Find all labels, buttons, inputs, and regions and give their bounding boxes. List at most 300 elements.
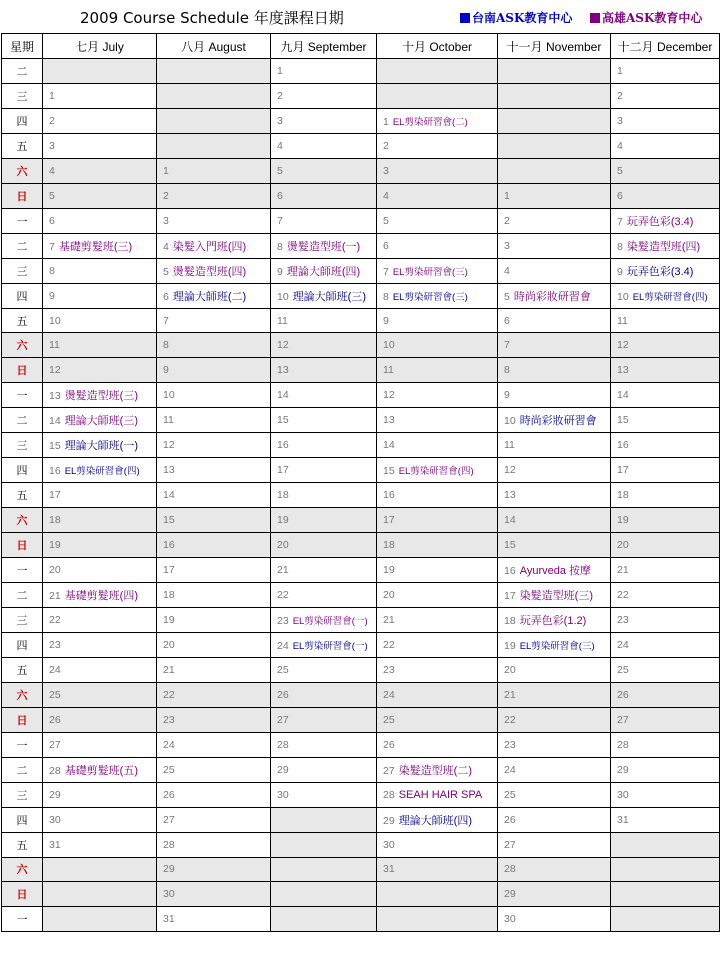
day-cell-september: [271, 308, 377, 333]
day-number: 27: [617, 713, 629, 726]
day-cell-december: [611, 358, 720, 383]
weekday-cell: 六: [2, 682, 43, 707]
day-number: 12: [163, 439, 175, 452]
course-event: EL剪染研習會(三): [519, 640, 595, 652]
day-cell-september: [271, 59, 377, 84]
day-number: 1: [163, 164, 169, 177]
day-cell-august: [157, 383, 271, 408]
day-number: 30: [617, 788, 629, 801]
day-cell-december: [611, 782, 720, 807]
day-cell-july: [43, 383, 157, 408]
day-cell-october: [377, 807, 498, 832]
day-cell-december: [611, 607, 720, 632]
day-cell-july: [43, 707, 157, 732]
day-number: 18: [617, 489, 629, 502]
day-cell-august: [157, 832, 271, 857]
course-event: 燙髮造型班(四): [172, 265, 247, 278]
day-cell-october: [377, 533, 498, 558]
day-number: 29: [49, 788, 61, 801]
day-number: 16: [277, 439, 289, 452]
day-cell-september: [271, 907, 377, 932]
day-cell-december: [611, 732, 720, 757]
day-number: 2: [163, 189, 169, 202]
day-number: 17: [617, 464, 629, 477]
day-number: 31: [49, 838, 61, 851]
day-number: 9: [163, 364, 169, 377]
day-cell-november: [498, 682, 611, 707]
day-cell-november: [498, 508, 611, 533]
course-event: 理論大師班(三): [64, 415, 139, 428]
table-row: [2, 158, 720, 183]
day-number: 8: [504, 364, 510, 377]
day-cell-december: [611, 657, 720, 682]
day-cell-november: [498, 283, 611, 308]
table-row: [2, 483, 720, 508]
day-number: 12: [383, 389, 395, 402]
day-number: 20: [504, 663, 516, 676]
day-number: 10: [163, 389, 175, 402]
table-row: [2, 807, 720, 832]
day-cell-november: [498, 632, 611, 657]
day-cell-september: [271, 508, 377, 533]
header-row: [2, 34, 720, 59]
weekday-cell: 一: [2, 383, 43, 408]
day-number: 2: [49, 114, 55, 127]
day-number: 26: [277, 688, 289, 701]
legend-kaohsiung: [590, 9, 702, 26]
day-cell-december: [611, 583, 720, 608]
weekday-cell: 二: [2, 233, 43, 258]
day-cell-november: [498, 358, 611, 383]
course-event: 基礎剪髮班(五): [64, 764, 139, 777]
day-cell-october: [377, 832, 498, 857]
day-cell-december: [611, 433, 720, 458]
day-cell-november: [498, 807, 611, 832]
day-number: 20: [617, 539, 629, 552]
day-number: 12: [49, 364, 61, 377]
day-number: 20: [163, 638, 175, 651]
day-cell-august: [157, 483, 271, 508]
day-cell-december: [611, 707, 720, 732]
day-cell-october: [377, 682, 498, 707]
day-cell-november: [498, 782, 611, 807]
day-cell-november: [498, 208, 611, 233]
day-cell-july: [43, 358, 157, 383]
day-cell-october: [377, 308, 498, 333]
day-number: 11: [617, 314, 628, 327]
day-cell-july: [43, 283, 157, 308]
day-number: 1: [383, 115, 389, 128]
day-number: 24: [504, 763, 516, 776]
weekday-cell: 一: [2, 208, 43, 233]
day-number: 11: [163, 414, 174, 427]
day-cell-october: [377, 233, 498, 258]
day-number: 19: [504, 639, 516, 652]
day-cell-december: [611, 408, 720, 433]
day-cell-august: [157, 857, 271, 882]
day-number: 29: [383, 814, 395, 827]
day-number: 7: [277, 214, 283, 227]
day-cell-july: [43, 208, 157, 233]
day-number: 17: [504, 589, 516, 602]
day-number: 15: [49, 440, 61, 453]
day-number: 21: [277, 564, 289, 577]
day-number: 5: [277, 164, 283, 177]
day-cell-september: [271, 283, 377, 308]
table-row: [2, 757, 720, 782]
day-cell-july: [43, 657, 157, 682]
day-cell-september: [271, 333, 377, 358]
day-number: 13: [49, 390, 61, 403]
day-cell-november: [498, 607, 611, 632]
table-row: [2, 133, 720, 158]
day-cell-september: [271, 682, 377, 707]
day-number: 27: [163, 813, 175, 826]
day-cell-september: [271, 558, 377, 583]
day-number: 22: [383, 638, 395, 651]
day-cell-november: [498, 383, 611, 408]
day-number: 15: [163, 514, 175, 527]
day-number: 17: [383, 514, 395, 527]
day-number: 23: [617, 613, 629, 626]
day-cell-july: [43, 757, 157, 782]
day-number: 28: [49, 764, 61, 777]
day-cell-december: [611, 907, 720, 932]
day-number: 24: [49, 663, 61, 676]
day-number: 22: [504, 713, 516, 726]
day-number: 20: [277, 539, 289, 552]
day-number: 1: [49, 89, 55, 102]
day-number: 25: [383, 713, 395, 726]
day-cell-august: [157, 508, 271, 533]
day-cell-august: [157, 83, 271, 108]
table-row: [2, 208, 720, 233]
course-event: EL剪染研習會(四): [398, 466, 474, 478]
day-cell-november: [498, 533, 611, 558]
day-number: 21: [163, 663, 175, 676]
weekday-cell: 四: [2, 632, 43, 657]
day-number: 5: [504, 290, 510, 303]
day-cell-july: [43, 857, 157, 882]
course-event: EL剪染研習會(三): [392, 266, 468, 278]
weekday-cell: 一: [2, 732, 43, 757]
day-number: 15: [277, 414, 289, 427]
table-row: [2, 583, 720, 608]
table-row: [2, 607, 720, 632]
day-cell-july: [43, 233, 157, 258]
weekday-cell: 日: [2, 358, 43, 383]
legend-kaohsiung-label: 高雄ASK教育中心: [602, 11, 703, 25]
day-cell-november: [498, 907, 611, 932]
course-event: 玩弄色彩(1.2): [519, 614, 587, 627]
day-number: 10: [383, 339, 395, 352]
day-number: 29: [163, 863, 175, 876]
day-cell-august: [157, 59, 271, 84]
day-cell-december: [611, 533, 720, 558]
day-number: 15: [504, 539, 516, 552]
day-cell-december: [611, 308, 720, 333]
day-number: 27: [383, 764, 395, 777]
day-number: 1: [277, 64, 283, 77]
day-cell-december: [611, 757, 720, 782]
day-number: 15: [617, 414, 629, 427]
day-cell-august: [157, 308, 271, 333]
day-number: 11: [49, 339, 60, 352]
day-number: 25: [617, 663, 629, 676]
day-number: 6: [49, 214, 55, 227]
day-cell-november: [498, 333, 611, 358]
day-number: 6: [504, 314, 510, 327]
table-row: [2, 632, 720, 657]
day-number: 31: [383, 863, 395, 876]
course-event: 染髮造型班(四): [626, 240, 701, 253]
day-number: 1: [504, 189, 510, 202]
day-cell-october: [377, 59, 498, 84]
course-event: EL剪染研習會(一): [292, 640, 368, 652]
day-number: 22: [163, 688, 175, 701]
day-cell-august: [157, 358, 271, 383]
day-number: 12: [617, 339, 629, 352]
day-cell-december: [611, 383, 720, 408]
day-cell-july: [43, 433, 157, 458]
day-cell-august: [157, 707, 271, 732]
day-number: 24: [277, 639, 289, 652]
day-number: 11: [504, 439, 515, 452]
day-cell-november: [498, 183, 611, 208]
day-cell-august: [157, 682, 271, 707]
day-cell-december: [611, 158, 720, 183]
course-event: EL剪染研習會(一): [292, 615, 368, 627]
day-cell-july: [43, 183, 157, 208]
day-number: 3: [383, 164, 389, 177]
day-number: 9: [504, 389, 510, 402]
weekday-cell: 二: [2, 59, 43, 84]
day-cell-december: [611, 333, 720, 358]
day-cell-september: [271, 882, 377, 907]
schedule-body: [2, 59, 720, 932]
day-number: 20: [383, 588, 395, 601]
col-july: 七月 July: [43, 34, 157, 59]
day-number: 8: [163, 339, 169, 352]
day-cell-august: [157, 208, 271, 233]
day-cell-july: [43, 483, 157, 508]
table-row: [2, 108, 720, 133]
day-number: 7: [49, 240, 55, 253]
day-number: 26: [163, 788, 175, 801]
day-cell-august: [157, 882, 271, 907]
day-number: 4: [163, 240, 169, 253]
weekday-cell: 二: [2, 583, 43, 608]
table-row: [2, 558, 720, 583]
weekday-cell: 三: [2, 83, 43, 108]
weekday-cell: 六: [2, 857, 43, 882]
weekday-cell: 五: [2, 308, 43, 333]
day-cell-september: [271, 208, 377, 233]
day-number: 12: [504, 464, 516, 477]
day-cell-november: [498, 108, 611, 133]
day-number: 3: [49, 139, 55, 152]
weekday-cell: 一: [2, 907, 43, 932]
day-number: 29: [277, 763, 289, 776]
day-cell-november: [498, 308, 611, 333]
col-august: 八月 August: [157, 34, 271, 59]
day-number: 13: [277, 364, 289, 377]
course-event: EL剪染研習會(二): [392, 116, 468, 128]
course-event: 玩弄色彩(3.4): [626, 265, 694, 278]
day-cell-july: [43, 682, 157, 707]
day-cell-september: [271, 108, 377, 133]
day-cell-october: [377, 408, 498, 433]
day-number: 25: [163, 763, 175, 776]
day-cell-december: [611, 832, 720, 857]
legend-square-icon: [590, 13, 600, 23]
day-number: 28: [383, 788, 395, 801]
day-number: 10: [504, 415, 516, 428]
day-cell-august: [157, 133, 271, 158]
weekday-cell: 四: [2, 108, 43, 133]
table-row: [2, 832, 720, 857]
day-cell-july: [43, 308, 157, 333]
day-cell-august: [157, 632, 271, 657]
day-cell-august: [157, 657, 271, 682]
day-cell-october: [377, 632, 498, 657]
table-row: [2, 732, 720, 757]
day-number: 18: [504, 614, 516, 627]
day-cell-december: [611, 857, 720, 882]
day-number: 23: [277, 614, 289, 627]
day-number: 16: [383, 489, 395, 502]
weekday-cell: 四: [2, 458, 43, 483]
course-event: 染髮造型班(二): [398, 764, 473, 777]
course-event: 燙髮造型班(三): [64, 390, 139, 403]
day-cell-november: [498, 657, 611, 682]
day-cell-october: [377, 458, 498, 483]
weekday-cell: 日: [2, 882, 43, 907]
table-row: [2, 882, 720, 907]
day-cell-september: [271, 408, 377, 433]
day-cell-july: [43, 732, 157, 757]
day-number: 7: [617, 215, 623, 228]
day-cell-november: [498, 558, 611, 583]
day-number: 7: [504, 339, 510, 352]
day-cell-october: [377, 583, 498, 608]
day-number: 2: [617, 89, 623, 102]
day-number: 12: [277, 339, 289, 352]
day-cell-november: [498, 707, 611, 732]
schedule-table: [1, 33, 720, 932]
day-cell-november: [498, 882, 611, 907]
day-cell-november: [498, 757, 611, 782]
day-number: 19: [277, 514, 289, 527]
course-event: EL剪染研習會(三): [392, 291, 468, 303]
day-number: 18: [277, 489, 289, 502]
day-cell-october: [377, 558, 498, 583]
day-number: 27: [277, 713, 289, 726]
day-cell-august: [157, 458, 271, 483]
table-row: [2, 508, 720, 533]
day-cell-october: [377, 383, 498, 408]
weekday-cell: 四: [2, 807, 43, 832]
day-number: 30: [163, 888, 175, 901]
weekday-cell: 三: [2, 258, 43, 283]
day-cell-august: [157, 782, 271, 807]
day-number: 18: [163, 588, 175, 601]
course-event: 理論大師班(四): [398, 814, 473, 827]
day-number: 30: [277, 788, 289, 801]
day-cell-december: [611, 59, 720, 84]
day-cell-november: [498, 408, 611, 433]
day-number: 31: [617, 813, 629, 826]
day-cell-september: [271, 533, 377, 558]
day-cell-october: [377, 158, 498, 183]
day-number: 24: [383, 688, 395, 701]
table-row: [2, 907, 720, 932]
day-cell-december: [611, 83, 720, 108]
weekday-cell: 三: [2, 782, 43, 807]
day-number: 21: [617, 564, 629, 577]
day-cell-october: [377, 483, 498, 508]
day-number: 29: [504, 888, 516, 901]
day-number: 19: [383, 564, 395, 577]
day-number: 3: [163, 214, 169, 227]
day-cell-august: [157, 907, 271, 932]
day-number: 7: [383, 265, 389, 278]
day-cell-november: [498, 59, 611, 84]
day-cell-september: [271, 757, 377, 782]
course-event: SEAH HAIR SPA: [398, 788, 483, 801]
day-cell-august: [157, 183, 271, 208]
day-number: 5: [383, 214, 389, 227]
day-number: 6: [277, 189, 283, 202]
day-cell-november: [498, 857, 611, 882]
day-number: 19: [163, 613, 175, 626]
day-cell-september: [271, 732, 377, 757]
day-cell-july: [43, 558, 157, 583]
day-cell-september: [271, 657, 377, 682]
day-cell-july: [43, 533, 157, 558]
day-cell-august: [157, 433, 271, 458]
day-cell-august: [157, 807, 271, 832]
day-cell-september: [271, 233, 377, 258]
weekday-cell: 五: [2, 133, 43, 158]
table-row: [2, 458, 720, 483]
day-number: 18: [383, 539, 395, 552]
day-number: 22: [277, 588, 289, 601]
day-cell-october: [377, 707, 498, 732]
day-number: 18: [49, 514, 61, 527]
day-cell-july: [43, 258, 157, 283]
day-cell-september: [271, 607, 377, 632]
day-cell-september: [271, 383, 377, 408]
day-cell-october: [377, 607, 498, 632]
table-row: [2, 233, 720, 258]
day-cell-august: [157, 158, 271, 183]
weekday-cell: 三: [2, 433, 43, 458]
day-cell-july: [43, 108, 157, 133]
table-row: [2, 857, 720, 882]
day-cell-november: [498, 583, 611, 608]
weekday-cell: 六: [2, 508, 43, 533]
day-cell-september: [271, 433, 377, 458]
day-number: 19: [617, 514, 629, 527]
table-row: [2, 682, 720, 707]
day-cell-august: [157, 607, 271, 632]
table-row: [2, 358, 720, 383]
day-cell-november: [498, 433, 611, 458]
weekday-cell: 二: [2, 408, 43, 433]
day-number: 24: [163, 738, 175, 751]
day-number: 2: [277, 89, 283, 102]
